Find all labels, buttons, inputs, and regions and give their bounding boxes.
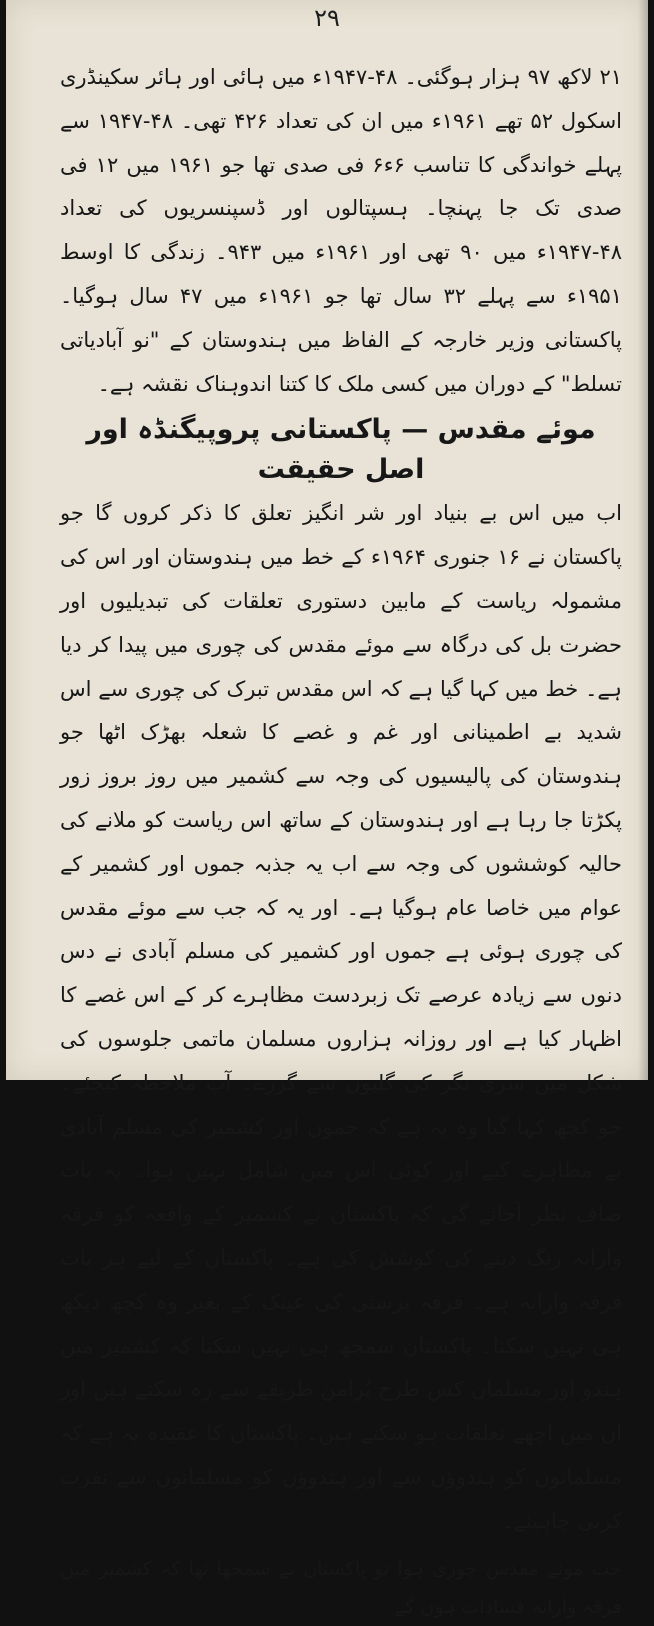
intro-paragraph: ۲۱ لاکھ ۹۷ ہزار ہوگئی۔ ۴۸-۱۹۴۷ء میں ہائی اور ہائر سکینڈری اسکول ۵۲ تھے ۱۹۶۱ء میں ان کی تعداد ۴۲۶ تھی۔ ۴۸-۱۹۴۷ سے پہلے خواندگی کا تناسب ۶ء۶ فی صدی تھا جو ۱۹۶۱ میں ۱۲ فی صدی تک جا پہنچا۔ ہسپتالوں اور ڈسپنسریوں کی تعداد ۴۸-۱۹۴۷ء میں ۹۰ تھی اور ۱۹۶۱ء میں ۹۴۳۔ زندگی کا اوسط ۱۹۵۱ء سے پہلے ۳۲ سال تھا جو ۱۹۶۱ء میں ۴۷ سال ہوگیا۔ پاکستانی وزیر خارجہ کے الفاظ میں ہندوستان کے "نو آبادیاتی تسلط" کے دوران میں کسی ملک کا کتنا اندوہناک نقشہ ہے۔ xyxy=(60,65,623,396)
page-edge-shadow xyxy=(638,0,648,1080)
page-content xyxy=(60,56,622,1626)
section-heading: موئے مقدس — پاکستانی پروپیگنڈہ اور اصل حقیقت xyxy=(86,414,596,486)
body-paragraph: اب میں اس بے بنیاد اور شر انگیز تعلق کا ذکر کروں گا جو پاکستان نے ۱۶ جنوری ۱۹۶۴ء کے خط میں ہندوستان اور اس کی مشمولہ ریاست کے مابین دستوری تعلقات کی تبدیلیوں اور حضرت بل کی درگاہ سے موئے مقدس کی چوری میں پیدا کر دیا ہے۔ خط میں کہا گیا ہے کہ اس مقدس تبرک کی چوری سے اس شدید بے اطمینانی اور غم و غصے کا شعلہ بھڑک اٹھا جو ہندوستان کی پالیسیوں کی وجہ سے کشمیر میں روز بروز زور پکڑتا جا رہا ہے اور ہندوستان کے ساتھ اس ریاست کو ملانے کی حالیہ کوششوں کی وجہ سے اب یہ جذبہ جموں اور کشمیر کے عوام میں خاصا عام ہوگیا ہے۔ اور یہ کہ جب سے موئے مقدس کی چوری ہوئی ہے جموں اور کشمیر کی مسلم آبادی نے دس دنوں سے زیادہ عرصے تک زبردست مظاہرے کر کے اس غصے کا اظہار کیا ہے اور روزانہ ہزاروں مسلمان ماتمی جلوسوں کی شکل میں سری نگر کی گلیوں سے گزرے۔ آپ ملاحظہ کیجئے۔ جو کچھ کہا گیا وہ یہ ہے کہ جموں اور کشمیر کی مسلم آبادی نے مظاہرے کیے اور کوئی اس میں شامل نہیں ہوا۔ یہ بات صاف نظر آجائے گی کہ پاکستان نے کشمیر کے واقعہ کو فرقہ وارانہ رنگ دینے کی کوشش کی ہے۔ پاکستان کے لیے ہر بات فرقہ وارانہ ہے۔ فرقہ پرستی کی عینک کے بغیر وہ کچھ دیکھ ہی نہیں سکتا۔ پاکستان سمجھ ہی نہیں سکتا کہ کشمیر میں ہندو اور مسلمان کس طرح پُرامن طریقے سے رہ سکتے ہیں اور ان میں اچھے تعلقات ہو سکتے ہیں۔ پاکستان کا عقیدہ یہ ہے کہ مسلمانوں کو ہندوؤں سے اور ہندوؤں کو مسلمانوں سے نفرت کرنی چاہیئے۔ xyxy=(60,501,622,1533)
last-paragraph: جب موئے مقدس چوری ہوا تو پاکستان نے سمجھا تھا کہ کشمیر میں فرقہ وارانہ فسادات ہوں گے xyxy=(60,1557,622,1618)
page-number: ۲۹ xyxy=(314,4,340,32)
book-page xyxy=(6,0,648,1618)
